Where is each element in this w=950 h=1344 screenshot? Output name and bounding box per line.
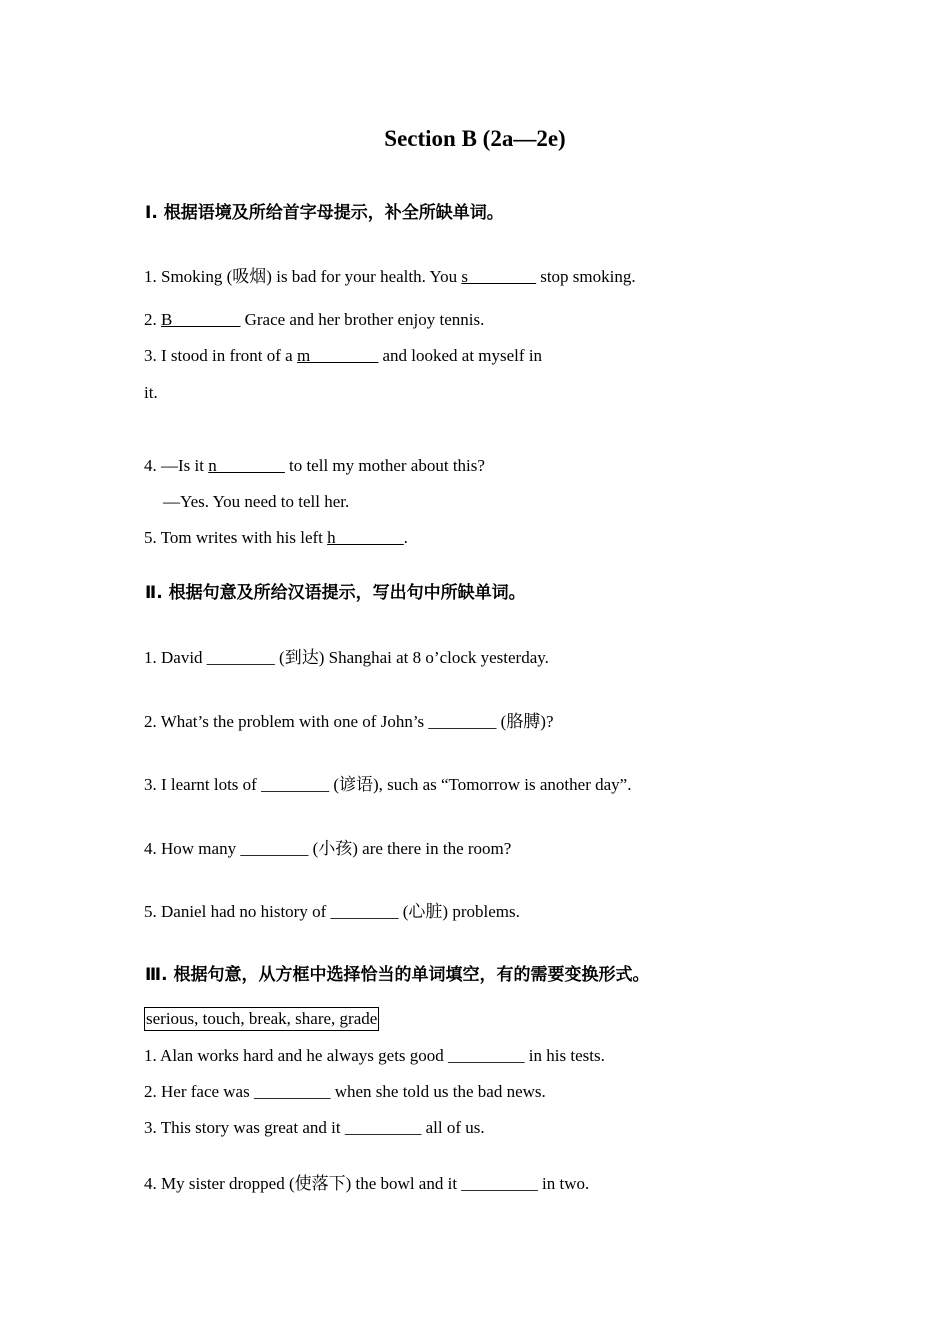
- part2-item-4: 4. How many ________ (小孩) are there in the room?: [144, 839, 512, 858]
- item-text: to tell my mother about this?: [284, 456, 485, 475]
- item-text: stop smoking.: [535, 267, 636, 286]
- word-box: serious, touch, break, share, grade: [144, 1007, 379, 1031]
- hint-blank: B________: [161, 310, 241, 329]
- item-text: 4. —Is it: [144, 456, 209, 475]
- item-text: Grace and her brother enjoy tennis.: [240, 310, 485, 329]
- item-text: and looked at myself in: [378, 346, 543, 365]
- item-text: 3. I stood in front of a: [144, 346, 297, 365]
- page-title: Section B (2a—2e): [384, 126, 566, 151]
- part1-item-4-reply: —Yes. You need to tell her.: [163, 492, 350, 511]
- part2-item-2: 2. What’s the problem with one of John’s ________ (胳膊)?: [144, 712, 554, 731]
- item-text: 5. Tom writes with his left: [144, 528, 328, 547]
- part3-item-4: 4. My sister dropped (使落下) the bowl and it _________ in two.: [144, 1174, 590, 1193]
- part1-item-3: [144, 346, 542, 366]
- part3-item-1: 1. Alan works hard and he always gets good _________ in his tests.: [144, 1046, 605, 1065]
- hint-blank: s________: [461, 267, 536, 286]
- part1-item-5: [144, 528, 408, 548]
- part1-item-2: [144, 310, 484, 330]
- part2-item-1: 1. David ________ (到达) Shanghai at 8 o’clock yesterday.: [144, 648, 549, 667]
- hint-blank: h________: [327, 528, 404, 547]
- part3-item-2: 2. Her face was _________ when she told us the bad news.: [144, 1082, 546, 1101]
- part1-item-3-continued: it.: [144, 383, 158, 402]
- part3-heading: Ⅲ. 根据句意，从方框中选择恰当的单词填空，有的需要变换形式。: [145, 965, 650, 985]
- part1-item-4: [144, 456, 485, 476]
- item-text: .: [403, 528, 408, 547]
- part1-heading: Ⅰ. 根据语境及所给首字母提示，补全所缺单词。: [145, 203, 504, 223]
- item-text: 2.: [144, 310, 161, 329]
- part2-item-3: 3. I learnt lots of ________ (谚语), such as “Tomorrow is another day”.: [144, 775, 632, 794]
- part1-item-1: [144, 262, 636, 287]
- hint-blank: n________: [208, 456, 285, 475]
- part2-item-5: 5. Daniel had no history of ________ (心脏) problems.: [144, 902, 520, 921]
- hint-blank: m________: [296, 346, 379, 365]
- part3-item-3: 3. This story was great and it _________ all of us.: [144, 1118, 485, 1137]
- part2-heading: Ⅱ. 根据句意及所给汉语提示，写出句中所缺单词。: [145, 583, 526, 603]
- item-text: 1. Smoking (吸烟) is bad for your health. You: [144, 267, 462, 286]
